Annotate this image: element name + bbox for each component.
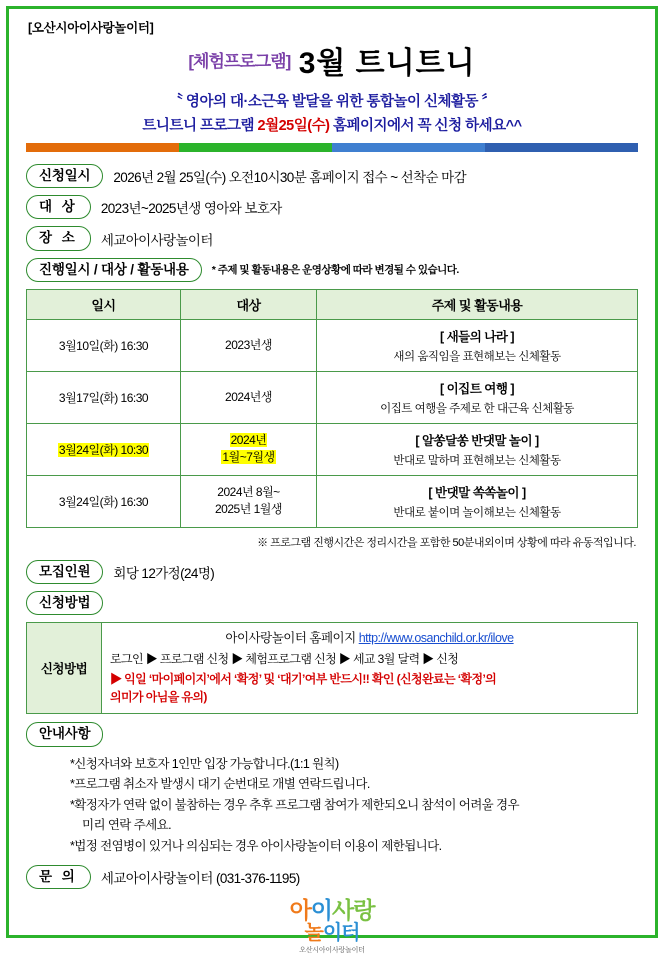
topic-title: [ 새들의 나라 ] xyxy=(439,329,515,344)
cell-target xyxy=(180,475,316,527)
logo-line-1 xyxy=(26,896,638,923)
apply-datetime-row xyxy=(26,164,638,188)
program-type-tag: [체험프로그램] xyxy=(188,52,291,71)
decorative-colorbar xyxy=(26,143,638,152)
logo-char-c: 사랑 xyxy=(332,896,375,923)
poster-content xyxy=(8,8,656,955)
date-text-highlighted: 3월24일(화) 10:30 xyxy=(58,442,149,457)
target-text: 2024년생 xyxy=(225,389,272,404)
schedule-table xyxy=(26,289,638,528)
table-header-row xyxy=(27,289,638,319)
target-row xyxy=(26,195,638,219)
topic-desc: 새의 움직임을 표현해보는 신체활동 xyxy=(393,350,561,363)
organization-tag: [오산시아이사랑놀이터] xyxy=(28,21,154,35)
cell-target xyxy=(180,423,316,475)
logo-char-e: 이터 xyxy=(322,921,360,944)
column-header-topic: 주제 및 활동내용 xyxy=(317,289,638,319)
date-text: 3월10일(화) 16:30 xyxy=(58,338,149,353)
logo-char-b: 이 xyxy=(310,896,332,923)
column-header-target: 대상 xyxy=(180,289,316,319)
capacity-label: 모집인원 xyxy=(26,560,103,584)
target-text-2: 2025년 1월생 xyxy=(215,502,282,517)
topic-title: [ 반댓말 쏙쏙놀이 ] xyxy=(428,485,526,500)
topic-title: [ 알쏭달쏭 반댓말 놀이 ] xyxy=(415,433,539,448)
target-text: 2024년 8월~ xyxy=(217,484,280,499)
cell-topic xyxy=(317,319,638,371)
subtitle-deadline-date: 2월25일(수) xyxy=(257,118,330,134)
topic-desc: 반대로 붙이며 놀이해보는 신체활동 xyxy=(393,506,561,519)
apply-datetime-value: 2026년 2월 25일(수) 오전10시30분 홈페이지 접수 ~ 선착순 마감 xyxy=(113,170,467,186)
apply-site-name: 아이사랑놀이터 홈페이지 xyxy=(225,631,356,646)
title-row xyxy=(26,38,638,82)
table-row xyxy=(27,371,638,423)
notices-list xyxy=(30,754,638,857)
target-value: 2023년~2025년생 영아와 보호자 xyxy=(100,201,282,217)
place-value: 세교아이사랑놀이터 xyxy=(100,232,213,248)
colorbar-segment-4 xyxy=(485,143,638,152)
contact-label: 문 의 xyxy=(26,865,91,889)
target-text-highlighted-2: 1월~7월생 xyxy=(222,450,275,465)
cell-topic xyxy=(317,475,638,527)
cell-target xyxy=(180,319,316,371)
column-header-date: 일시 xyxy=(27,289,181,319)
list-item: *프로그램 취소자 발생시 대기 순번대로 개별 연락드립니다. xyxy=(70,777,370,792)
apply-method-header-row xyxy=(26,591,638,615)
capacity-row xyxy=(26,560,638,584)
target-label: 대 상 xyxy=(26,195,91,219)
place-row xyxy=(26,226,638,250)
apply-method-label: 신청방법 xyxy=(26,591,103,615)
list-item: *신청자녀와 보호자 1인만 입장 가능합니다.(1:1 원칙) xyxy=(70,756,339,771)
subtitle-secondary-post: 홈페이지에서 꼭 신청 하세요^^ xyxy=(329,118,522,134)
schedule-label: 진행일시 / 대상 / 활동내용 xyxy=(26,258,202,282)
apply-warning-line1: ▶ 익일 ‘마이페이지’에서 ‘확정’ 및 ‘대기’여부 반드시!! 확인 (신청완료는 ‘확정’의 xyxy=(110,672,497,687)
subtitle-secondary-pre: 트니트니 프로그램 xyxy=(142,118,258,134)
logo-line-2 xyxy=(26,922,638,944)
table-row xyxy=(27,423,638,475)
footer-logo xyxy=(26,896,638,955)
topic-title: [ 이집트 여행 ] xyxy=(439,381,515,396)
notices-label: 안내사항 xyxy=(26,722,103,746)
cell-date xyxy=(27,475,181,527)
topic-desc: 반대로 말하며 표현해보는 신체활동 xyxy=(393,454,561,467)
notices-header-row xyxy=(26,722,638,746)
colorbar-segment-3 xyxy=(332,143,485,152)
apply-warning-line2: 의미가 아님을 유의) xyxy=(110,690,207,705)
cell-date xyxy=(27,371,181,423)
logo-char-d: 놀 xyxy=(304,921,323,944)
apply-site-url[interactable]: http://www.osanchild.or.kr/ilove xyxy=(358,631,514,646)
place-label: 장 소 xyxy=(26,226,91,250)
cell-date xyxy=(27,319,181,371)
list-item: 미리 연락 주세요. xyxy=(82,818,171,833)
logo-subtext: 오산시아이사랑놀이터 xyxy=(299,946,365,954)
date-text: 3월17일(화) 16:30 xyxy=(58,390,149,405)
apply-box-label: 신청방법 xyxy=(27,623,102,713)
apply-method-box xyxy=(26,622,638,714)
cell-topic xyxy=(317,423,638,475)
colorbar-segment-1 xyxy=(26,143,179,152)
subtitle-primary: 〝 영아의 대·소근육 발달을 위한 통합놀이 신체활동 〞 xyxy=(168,94,496,110)
list-item: *확정자가 연락 없이 불참하는 경우 추후 프로그램 참여가 제한되오니 참석이 어려울 경우 xyxy=(70,797,519,812)
page-title: 3월 트니트니 xyxy=(298,47,476,80)
table-footnote: ※ 프로그램 진행시간은 정리시간을 포함한 50분내외이며 상황에 따라 유동적입니다. xyxy=(257,536,636,549)
table-row xyxy=(27,319,638,371)
contact-value: 세교아이사랑놀이터 (031-376-1195) xyxy=(100,870,300,886)
date-text: 3월24일(화) 16:30 xyxy=(58,494,149,509)
apply-warning xyxy=(110,670,629,706)
target-text: 2023년생 xyxy=(225,337,272,352)
colorbar-segment-2 xyxy=(179,143,332,152)
logo-char-a: 아 xyxy=(289,896,311,923)
list-item: *법정 전염병이 있거나 의심되는 경우 아이사랑놀이터 이용이 제한됩니다. xyxy=(70,839,442,854)
schedule-header-row xyxy=(26,258,638,282)
cell-date xyxy=(27,423,181,475)
apply-box-body xyxy=(102,623,637,713)
subtitle-secondary xyxy=(26,114,638,135)
topic-desc: 이집트 여행을 주제로 한 대근육 신체활동 xyxy=(380,402,574,415)
apply-site-line xyxy=(110,628,629,646)
table-row xyxy=(27,475,638,527)
capacity-value: 회당 12가정(24명) xyxy=(113,565,215,581)
target-text-highlighted: 2024년 xyxy=(230,432,267,447)
contact-row xyxy=(26,865,638,889)
schedule-note: * 주제 및 활동내용은 운영상황에 따라 변경될 수 있습니다. xyxy=(211,264,459,277)
cell-topic xyxy=(317,371,638,423)
apply-steps: 로그인 ▶ 프로그램 신청 ▶ 체험프로그램 신청 ▶ 세교 3월 달력 ▶ 신청 xyxy=(110,652,459,667)
apply-datetime-label: 신청일시 xyxy=(26,164,103,188)
cell-target xyxy=(180,371,316,423)
